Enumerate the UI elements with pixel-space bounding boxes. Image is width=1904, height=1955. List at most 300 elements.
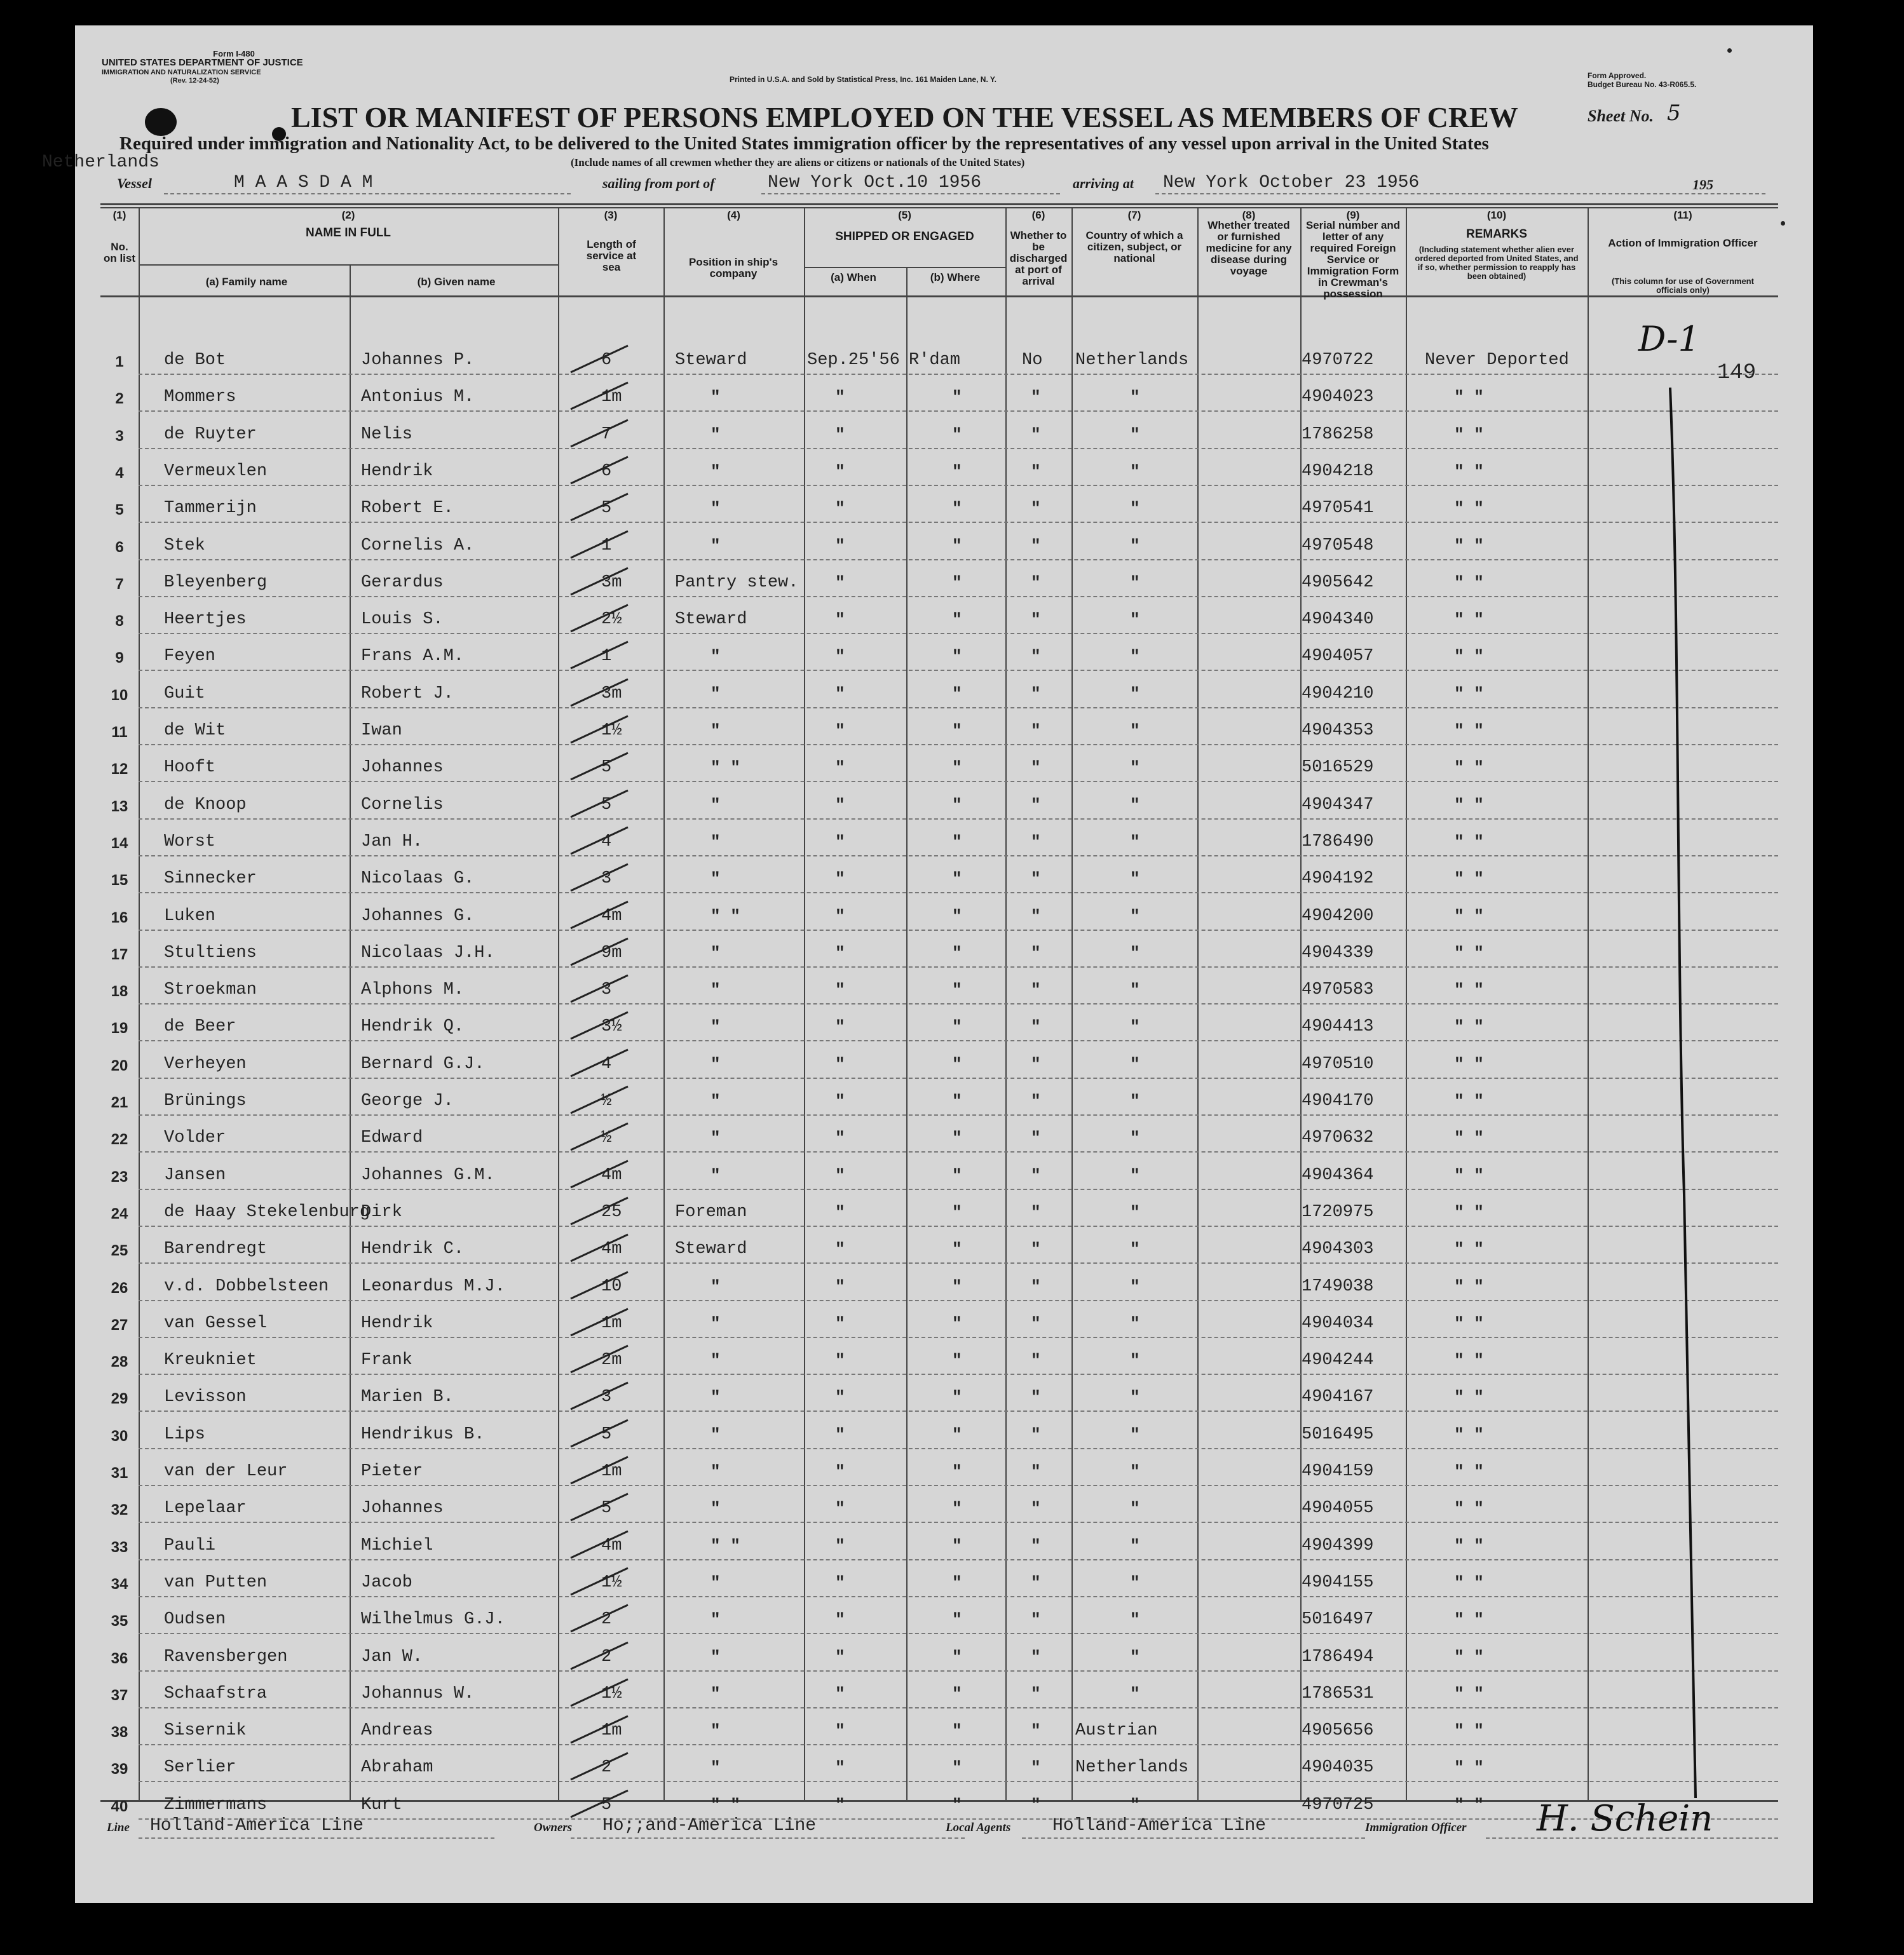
remarks-cell: " " xyxy=(1454,832,1484,851)
given-name-cell: Hendrik C. xyxy=(361,1240,465,1259)
shipped-where-cell: " xyxy=(952,1092,962,1111)
remarks-cell: " " xyxy=(1454,1017,1484,1037)
shipped-where-cell: " xyxy=(952,1647,962,1667)
discharged-cell: " xyxy=(1031,424,1041,444)
row-rule xyxy=(139,1448,1778,1449)
serial-number-cell: 4904399 xyxy=(1302,1536,1374,1555)
position-cell: " xyxy=(711,684,721,703)
shipped-where-cell: " xyxy=(952,1721,962,1741)
discharged-cell: " xyxy=(1031,1610,1041,1630)
serial-number-cell: 1786531 xyxy=(1302,1684,1374,1703)
service-length-cell: 9m xyxy=(601,943,622,963)
row-rule xyxy=(139,1300,1778,1301)
country-cell: " xyxy=(1130,758,1140,778)
service-length-cell: 3 xyxy=(601,1388,612,1407)
family-name-cell: Kreukniet xyxy=(164,1351,257,1370)
discharged-cell: " xyxy=(1031,1388,1041,1407)
position-cell: " " xyxy=(711,906,740,926)
discharged-cell: " xyxy=(1031,943,1041,963)
footer-owners: Ho;;and-America Line xyxy=(602,1816,817,1836)
arriving-label: arriving at xyxy=(1073,175,1134,191)
row-rule xyxy=(139,1337,1778,1338)
row-rule xyxy=(139,1670,1778,1672)
given-name-cell: Jacob xyxy=(361,1573,413,1592)
remarks-cell: " " xyxy=(1454,499,1484,518)
position-cell: " xyxy=(711,1165,721,1185)
position-cell: " xyxy=(711,1424,721,1444)
arriving-at: New York October 23 1956 xyxy=(1163,173,1420,193)
col9-number: (9) xyxy=(1346,209,1360,221)
shipped-where-cell: " xyxy=(952,1388,962,1407)
service-strike-mark xyxy=(564,711,634,749)
col2a-label: (a) Family name xyxy=(205,276,288,288)
family-name-cell: Stultiens xyxy=(164,943,257,963)
row-rule xyxy=(139,1559,1778,1560)
position-cell: " xyxy=(711,536,721,555)
country-cell: " xyxy=(1130,1573,1140,1592)
remarks-cell: " " xyxy=(1454,461,1484,481)
given-name-cell: Abraham xyxy=(361,1758,433,1778)
serial-number-cell: 4970725 xyxy=(1302,1795,1374,1815)
service-strike-mark xyxy=(564,748,634,786)
row-number: 35 xyxy=(111,1613,128,1630)
row-rule xyxy=(139,559,1778,560)
service-strike-mark xyxy=(564,1674,634,1712)
row-number: 32 xyxy=(111,1501,128,1519)
country-cell: " xyxy=(1130,572,1140,592)
discharged-cell: " xyxy=(1031,684,1041,703)
family-name-cell: de Beer xyxy=(164,1017,236,1037)
row-number: 2 xyxy=(115,390,124,408)
serial-number-cell: 1749038 xyxy=(1302,1276,1374,1296)
family-name-cell: Heertjes xyxy=(164,610,247,630)
row-number: 38 xyxy=(111,1724,128,1742)
row-number: 31 xyxy=(111,1465,128,1482)
shipped-when-cell: " xyxy=(835,424,845,444)
service-strike-mark xyxy=(564,1156,634,1194)
position-cell: " xyxy=(711,1313,721,1333)
country-cell: " xyxy=(1130,499,1140,518)
position-cell: Foreman xyxy=(675,1202,747,1222)
position-cell: " xyxy=(711,1276,721,1296)
given-name-cell: Hendrik Q. xyxy=(361,1017,465,1037)
position-cell: " xyxy=(711,1684,721,1703)
shipped-when-cell: " xyxy=(835,1165,845,1185)
position-cell: " xyxy=(711,1647,721,1667)
service-strike-mark xyxy=(564,1341,634,1379)
revision-label: (Rev. 12-24-52) xyxy=(170,77,219,85)
row-rule xyxy=(139,930,1778,931)
shipped-when-cell: " xyxy=(835,832,845,851)
service-length-cell: 4 xyxy=(601,1054,612,1074)
family-name-cell: Oudsen xyxy=(164,1610,226,1630)
shipped-when-cell: " xyxy=(835,1092,845,1111)
discharged-cell: " xyxy=(1031,610,1041,630)
remarks-cell: " " xyxy=(1454,536,1484,555)
shipped-when-cell: " xyxy=(835,1388,845,1407)
given-name-cell: Leonardus M.J. xyxy=(361,1276,505,1296)
given-name-cell: Bernard G.J. xyxy=(361,1054,485,1074)
row-number: 19 xyxy=(111,1020,128,1038)
service-length-cell: 4m xyxy=(601,1536,622,1555)
remarks-cell: " " xyxy=(1454,1128,1484,1148)
serial-number-cell: 4904159 xyxy=(1302,1462,1374,1481)
family-name-cell: Verheyen xyxy=(164,1054,247,1074)
discharged-cell: " xyxy=(1031,1684,1041,1703)
row-rule xyxy=(139,1410,1778,1412)
service-length-cell: 2½ xyxy=(601,610,622,630)
family-name-cell: van Gessel xyxy=(164,1313,268,1333)
shipped-when-cell: " xyxy=(835,1276,845,1296)
family-name-cell: de Knoop xyxy=(164,795,247,815)
shipped-where-cell: " xyxy=(952,721,962,740)
action-bracket-line xyxy=(1651,369,1727,1804)
col7-number: (7) xyxy=(1127,209,1141,221)
shipped-where-cell: " xyxy=(952,1610,962,1630)
discharged-cell: " xyxy=(1031,1795,1041,1815)
given-name-cell: Jan H. xyxy=(361,832,423,851)
discharged-cell: " xyxy=(1031,1128,1041,1148)
shipped-when-cell: " xyxy=(835,1017,845,1037)
col4-label: Position in ship's company xyxy=(688,256,779,280)
family-name-cell: Barendregt xyxy=(164,1240,268,1259)
serial-number-cell: 4904055 xyxy=(1302,1499,1374,1519)
shipped-when-cell: " xyxy=(835,1128,845,1148)
serial-number-cell: 4904218 xyxy=(1302,461,1374,481)
discharged-cell: " xyxy=(1031,1536,1041,1555)
row-number: 20 xyxy=(111,1057,128,1074)
serial-number-cell: 4904167 xyxy=(1302,1388,1374,1407)
discharged-cell: " xyxy=(1031,461,1041,481)
country-cell: " xyxy=(1130,1684,1140,1703)
col2-label: NAME IN FULL xyxy=(305,226,391,240)
action-mark: D-1 xyxy=(1638,319,1700,359)
family-name-cell: Zimmermans xyxy=(164,1795,268,1815)
family-name-cell: van der Leur xyxy=(164,1462,288,1481)
service-strike-mark xyxy=(564,1118,634,1156)
position-cell: " xyxy=(711,980,721,1000)
service-length-cell: 1m xyxy=(601,1313,622,1333)
col5-number: (5) xyxy=(898,209,911,221)
service-strike-mark xyxy=(564,1637,634,1675)
remarks-cell: " " xyxy=(1454,980,1484,1000)
nationality-typed: Netherlands xyxy=(42,152,160,172)
discharged-cell: " xyxy=(1031,1313,1041,1333)
service-strike-mark xyxy=(564,1489,634,1527)
given-name-cell: Johannes xyxy=(361,758,444,778)
remarks-cell: " " xyxy=(1454,424,1484,444)
discharged-cell: " xyxy=(1031,795,1041,815)
shipped-where-cell: " xyxy=(952,1240,962,1259)
form-number: Form I-480 xyxy=(213,49,255,58)
row-rule xyxy=(139,1818,1778,1820)
shipped-where-cell: " xyxy=(952,461,962,481)
given-name-cell: Louis S. xyxy=(361,610,444,630)
remarks-cell: " " xyxy=(1454,869,1484,889)
col4-number: (4) xyxy=(727,209,740,221)
given-name-cell: Nicolaas J.H. xyxy=(361,943,495,963)
remarks-cell: Never Deported xyxy=(1425,351,1569,370)
serial-number-cell: 4904170 xyxy=(1302,1092,1374,1111)
position-cell: Steward xyxy=(675,1240,747,1259)
family-name-cell: Serlier xyxy=(164,1758,236,1778)
col6-number: (6) xyxy=(1031,209,1045,221)
given-name-cell: Michiel xyxy=(361,1536,433,1555)
given-name-cell: Johannus W. xyxy=(361,1684,475,1703)
service-length-cell: 7 xyxy=(601,424,612,444)
shipped-when-cell: " xyxy=(835,1610,845,1630)
position-cell: " xyxy=(711,795,721,815)
remarks-cell: " " xyxy=(1454,1573,1484,1592)
include-note: (Include names of all crewmen whether they are aliens or citizens or nationals of the United States) xyxy=(571,156,1025,168)
remarks-cell: " " xyxy=(1454,1499,1484,1519)
sheet-number: 5 xyxy=(1667,100,1681,126)
service-strike-mark xyxy=(564,822,634,860)
serial-number-cell: 4904200 xyxy=(1302,906,1374,926)
service-length-cell: 4m xyxy=(601,1240,622,1259)
discharged-cell: " xyxy=(1031,1017,1041,1037)
service-strike-mark xyxy=(564,674,634,712)
remarks-cell: " " xyxy=(1454,572,1484,592)
given-name-cell: Andreas xyxy=(361,1721,433,1741)
row-number: 23 xyxy=(111,1168,128,1186)
serial-number-cell: 4970510 xyxy=(1302,1054,1374,1074)
row-number: 4 xyxy=(115,464,124,482)
footer-agents: Holland-America Line xyxy=(1052,1816,1267,1836)
country-cell: " xyxy=(1130,906,1140,926)
shipped-where-cell: " xyxy=(952,1017,962,1037)
serial-number-cell: 1720975 xyxy=(1302,1202,1374,1222)
footer-owners-label: Owners xyxy=(534,1821,573,1834)
row-rule xyxy=(139,522,1778,523)
row-rule xyxy=(139,1003,1778,1005)
col10-note: (Including statement whether alien ever ordered deported from United States, and if so, whether permission to reapply has been obtained) xyxy=(1415,245,1579,281)
sailing-from: New York Oct.10 1956 xyxy=(768,173,982,193)
country-cell: " xyxy=(1130,1424,1140,1444)
row-number: 9 xyxy=(115,649,124,667)
shipped-where-cell: " xyxy=(952,832,962,851)
col2b-label: (b) Given name xyxy=(417,276,496,288)
position-cell: " xyxy=(711,1128,721,1148)
country-cell: " xyxy=(1130,869,1140,889)
shipped-where-cell: " xyxy=(952,499,962,518)
position-cell: " xyxy=(711,1388,721,1407)
serial-number-cell: 5016495 xyxy=(1302,1424,1374,1444)
remarks-cell: " " xyxy=(1454,758,1484,778)
service-strike-mark xyxy=(564,1748,634,1786)
row-rule xyxy=(139,818,1778,820)
row-rule xyxy=(139,633,1778,634)
serial-number-cell: 4904192 xyxy=(1302,869,1374,889)
given-name-cell: George J. xyxy=(361,1092,454,1111)
discharged-cell: " xyxy=(1031,832,1041,851)
service-length-cell: 4m xyxy=(601,1165,622,1185)
given-name-cell: Frans A.M. xyxy=(361,647,465,666)
family-name-cell: Tammerijn xyxy=(164,499,257,518)
country-cell: " xyxy=(1130,461,1140,481)
service-label: IMMIGRATION AND NATURALIZATION SERVICE xyxy=(102,69,261,76)
family-name-cell: Pauli xyxy=(164,1536,216,1555)
shipped-when-cell: " xyxy=(835,758,845,778)
service-length-cell: ½ xyxy=(601,1092,612,1111)
service-strike-mark xyxy=(564,1600,634,1638)
service-strike-mark xyxy=(564,970,634,1008)
country-cell: " xyxy=(1130,1610,1140,1630)
shipped-where-cell: " xyxy=(952,1462,962,1481)
position-cell: " xyxy=(711,461,721,481)
serial-number-cell: 4970583 xyxy=(1302,980,1374,1000)
shipped-where-cell: " xyxy=(952,1424,962,1444)
action-count: 149 xyxy=(1717,361,1757,385)
serial-number-cell: 1786258 xyxy=(1302,424,1374,444)
serial-number-cell: 4904340 xyxy=(1302,610,1374,630)
shipped-where-cell: " xyxy=(952,1313,962,1333)
col2-number: (2) xyxy=(341,209,355,221)
country-cell: " xyxy=(1130,1017,1140,1037)
discharged-cell: " xyxy=(1031,1424,1041,1444)
row-rule xyxy=(139,670,1778,671)
row-number: 24 xyxy=(111,1205,128,1222)
serial-number-cell: 4970632 xyxy=(1302,1128,1374,1148)
shipped-when-cell: " xyxy=(835,943,845,963)
shipped-when-cell: " xyxy=(835,1647,845,1667)
row-number: 17 xyxy=(111,945,128,963)
position-cell: Steward xyxy=(675,610,747,630)
shipped-where-cell: " xyxy=(952,906,962,926)
remarks-cell: " " xyxy=(1454,795,1484,815)
serial-number-cell: 4904347 xyxy=(1302,795,1374,815)
row-number: 5 xyxy=(115,501,124,519)
shipped-when-cell: " xyxy=(835,906,845,926)
service-length-cell: 2m xyxy=(601,1351,622,1370)
shipped-when-cell: " xyxy=(835,1424,845,1444)
shipped-where-cell: " xyxy=(952,1128,962,1148)
discharged-cell: " xyxy=(1031,1758,1041,1778)
row-rule xyxy=(139,1262,1778,1264)
serial-number-cell: 4904023 xyxy=(1302,388,1374,407)
row-rule xyxy=(139,448,1778,449)
row-number: 1 xyxy=(115,353,124,370)
printer-note: Printed in U.S.A. and Sold by Statistical Press, Inc. 161 Maiden Lane, N. Y. xyxy=(730,75,996,84)
position-cell: Steward xyxy=(675,351,747,370)
service-length-cell: 5 xyxy=(601,758,612,778)
col8-number: (8) xyxy=(1242,209,1256,221)
manifest-sheet xyxy=(42,25,1813,1903)
service-length-cell: 6 xyxy=(601,461,612,481)
shipped-where-cell: " xyxy=(952,424,962,444)
row-number: 22 xyxy=(111,1131,128,1149)
row-number: 12 xyxy=(111,761,128,778)
country-cell: " xyxy=(1130,610,1140,630)
service-length-cell: 5 xyxy=(601,1499,612,1519)
service-strike-mark xyxy=(564,1377,634,1416)
row-number: 7 xyxy=(115,575,124,593)
row-rule xyxy=(139,1781,1778,1782)
remarks-cell: " " xyxy=(1454,1536,1484,1555)
given-name-cell: Johannes P. xyxy=(361,351,475,370)
row-number: 37 xyxy=(111,1686,128,1704)
family-name-cell: Volder xyxy=(164,1128,226,1148)
serial-number-cell: 1786494 xyxy=(1302,1647,1374,1667)
family-name-cell: Sinnecker xyxy=(164,869,257,889)
shipped-where-cell: R'dam xyxy=(909,351,961,370)
serial-number-cell: 4904364 xyxy=(1302,1165,1374,1185)
service-length-cell: 5 xyxy=(601,499,612,518)
discharged-cell: " xyxy=(1031,1202,1041,1222)
serial-number-cell: 4904035 xyxy=(1302,1758,1374,1778)
remarks-cell: " " xyxy=(1454,1202,1484,1222)
shipped-when-cell: Sep.25'56 xyxy=(807,351,900,370)
shipped-when-cell: " xyxy=(835,1054,845,1074)
service-strike-mark xyxy=(564,1304,634,1342)
given-name-cell: Frank xyxy=(361,1351,413,1370)
vessel-label: Vessel xyxy=(117,175,152,191)
officer-signature: H. Schein xyxy=(1537,1798,1713,1839)
footer-line-label: Line xyxy=(107,1821,130,1834)
shipped-where-cell: " xyxy=(952,943,962,963)
service-length-cell: ½ xyxy=(601,1128,612,1148)
position-cell: " xyxy=(711,424,721,444)
service-strike-mark xyxy=(564,933,634,971)
country-cell: " xyxy=(1130,684,1140,703)
row-rule xyxy=(139,1633,1778,1634)
discharged-cell: " xyxy=(1031,1721,1041,1741)
sheet-label: Sheet No. xyxy=(1588,107,1654,125)
footer-officer-label: Immigration Officer xyxy=(1365,1821,1467,1834)
remarks-cell: " " xyxy=(1454,1240,1484,1259)
service-length-cell: 5 xyxy=(601,1795,612,1815)
position-cell: " xyxy=(711,869,721,889)
family-name-cell: van Putten xyxy=(164,1573,268,1592)
row-number: 28 xyxy=(111,1353,128,1371)
family-name-cell: de Bot xyxy=(164,351,226,370)
position-cell: " xyxy=(711,1092,721,1111)
position-cell: " xyxy=(711,388,721,407)
serial-number-cell: 4904210 xyxy=(1302,684,1374,703)
position-cell: " xyxy=(711,943,721,963)
position-cell: " xyxy=(711,1721,721,1741)
serial-number-cell: 4970548 xyxy=(1302,536,1374,555)
row-number: 27 xyxy=(111,1316,128,1334)
shipped-where-cell: " xyxy=(952,1351,962,1370)
row-number: 13 xyxy=(111,797,128,815)
family-name-cell: Sisernik xyxy=(164,1721,247,1741)
row-rule xyxy=(139,1744,1778,1745)
col3-number: (3) xyxy=(604,209,618,221)
given-name-cell: Johannes G. xyxy=(361,906,475,926)
shipped-when-cell: " xyxy=(835,1795,845,1815)
service-length-cell: 10 xyxy=(601,1276,622,1296)
serial-number-cell: 4970722 xyxy=(1302,351,1374,370)
service-length-cell: 1m xyxy=(601,1721,622,1741)
country-cell: " xyxy=(1130,647,1140,666)
discharged-cell: " xyxy=(1031,1092,1041,1111)
row-rule xyxy=(139,1596,1778,1597)
given-name-cell: Marien B. xyxy=(361,1388,454,1407)
service-length-cell: 2 xyxy=(601,1758,612,1778)
given-name-cell: Johannes xyxy=(361,1499,444,1519)
service-strike-mark xyxy=(564,1007,634,1045)
given-name-cell: Alphons M. xyxy=(361,980,465,1000)
col7-label: Country of which a citizen, subject, or national xyxy=(1085,229,1183,264)
country-cell: " xyxy=(1130,832,1140,851)
service-strike-mark xyxy=(564,1526,634,1564)
country-cell: " xyxy=(1130,1462,1140,1481)
row-number: 3 xyxy=(115,427,124,445)
service-strike-mark xyxy=(564,1045,634,1083)
country-cell: " xyxy=(1130,721,1140,740)
shipped-when-cell: " xyxy=(835,980,845,1000)
